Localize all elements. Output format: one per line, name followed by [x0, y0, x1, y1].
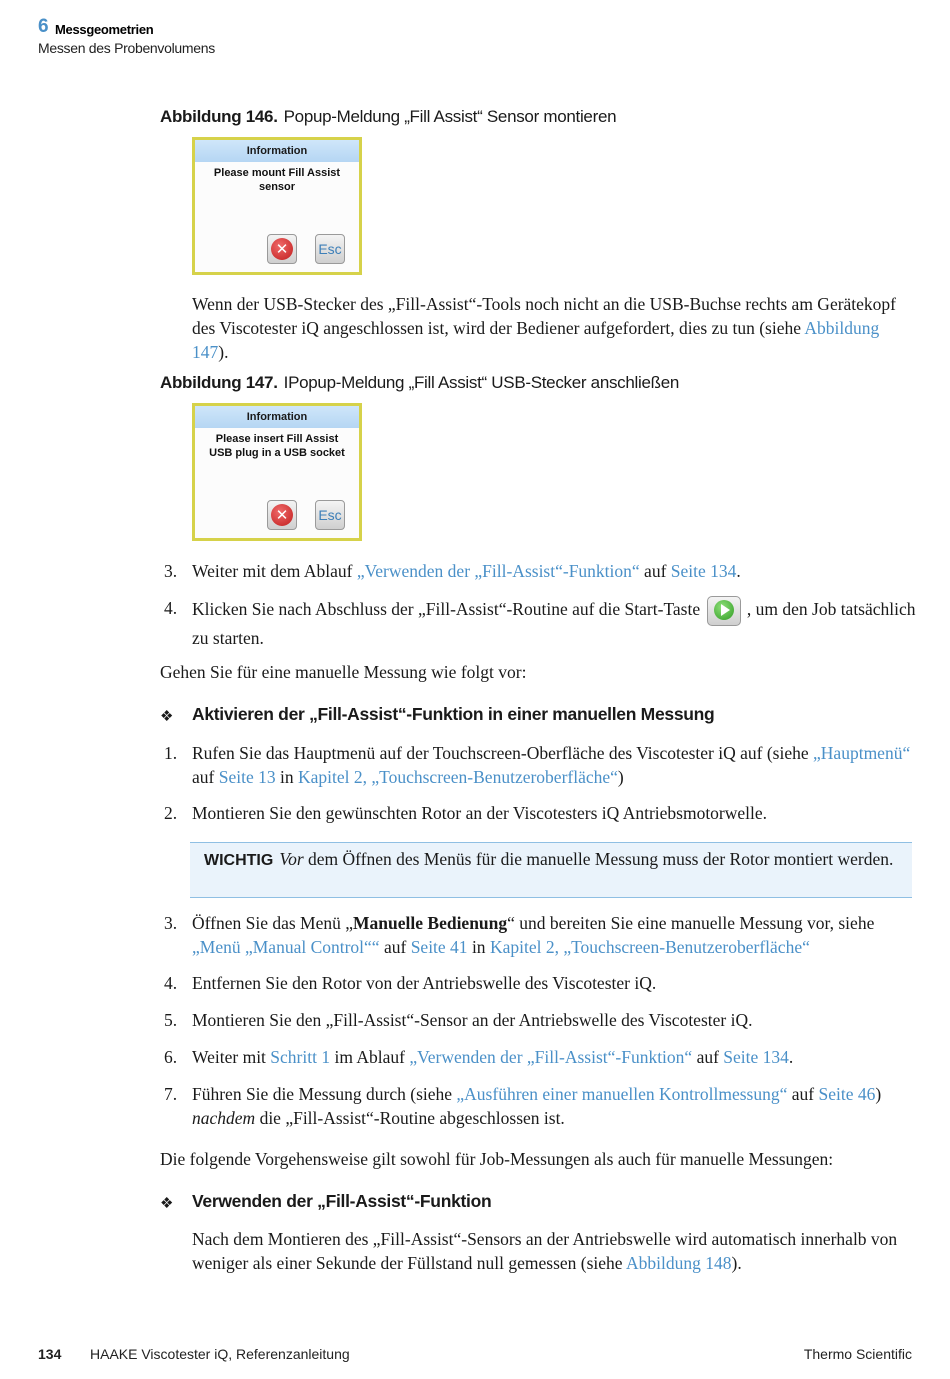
- step-number: 2.: [164, 803, 178, 823]
- step-text: auf: [192, 767, 219, 787]
- step-text: auf: [787, 1084, 819, 1104]
- note-text: dem Öffnen des Menüs für die manuelle Messung muss der Rotor montiert werden.: [303, 849, 894, 869]
- step-text: in: [467, 937, 490, 957]
- popup-dialog-mount-sensor: [192, 137, 362, 275]
- paragraph-tail: ).: [218, 342, 229, 362]
- cancel-button[interactable]: [267, 234, 297, 264]
- list-item: [160, 1045, 920, 1069]
- link-step-1[interactable]: Schritt 1: [270, 1047, 331, 1067]
- step-emphasis: nachdem: [192, 1108, 256, 1128]
- link-abbildung-147[interactable]: Abbildung 147: [192, 318, 880, 362]
- link-chapter[interactable]: Kapitel 2, „Touchscreen-Benutzeroberfläche“: [489, 937, 810, 957]
- figure-title: Popup-Meldung „Fill Assist“ Sensor montieren: [283, 107, 617, 126]
- chapter-number: 6: [38, 16, 49, 37]
- section-heading: Verwenden der „Fill-Assist“-Funktion: [192, 1191, 492, 1211]
- cancel-button[interactable]: [267, 500, 297, 530]
- step-text: .: [788, 1047, 794, 1067]
- step-number: 3.: [164, 913, 178, 933]
- list-item: [160, 1008, 920, 1032]
- link-fill-assist-function[interactable]: „Verwenden der „Fill-Assist“-Funktion“: [356, 561, 640, 581]
- step-number: 4.: [164, 598, 178, 618]
- paragraph-manual: Gehen Sie für eine manuelle Messung wie folgt vor:: [160, 662, 527, 682]
- paragraph-text: Wenn der USB-Stecker des „Fill-Assist“-Tools noch nicht an die USB-Buchse rechts am Gerätekopf des Viscotester iQ angeschlossen ist, wird der Bediener aufgefordert, dies zu tun (siehe: [192, 294, 897, 338]
- step-number: 1.: [164, 743, 178, 763]
- step-number: 7.: [164, 1084, 178, 1104]
- list-item: [160, 1082, 920, 1130]
- popup-title: Information: [195, 140, 359, 162]
- step-text: Rufen Sie das Hauptmenü auf der Touchscreen-Oberfläche des Viscotester iQ auf (siehe: [192, 743, 814, 763]
- popup-dialog-insert-usb: [192, 403, 362, 541]
- list-item: [160, 559, 920, 583]
- cancel-x-icon: ✕: [271, 238, 293, 260]
- section-title: Messen des Probenvolumens: [38, 40, 215, 56]
- important-note: [190, 842, 912, 898]
- section-heading: Aktivieren der „Fill-Assist“-Funktion in einer manuellen Messung: [192, 704, 715, 724]
- step-text: Führen Sie die Messung durch (siehe: [192, 1084, 457, 1104]
- step-text: Montieren Sie den „Fill-Assist“-Sensor an der Antriebswelle des Viscotester iQ.: [192, 1010, 753, 1030]
- figure-label: Abbildung 146.: [160, 107, 278, 126]
- figure-title: IPopup-Meldung „Fill Assist“ USB-Stecker anschließen: [283, 373, 680, 392]
- step-text: ): [617, 767, 624, 787]
- list-item: [160, 911, 920, 959]
- cancel-x-icon: ✕: [271, 504, 293, 526]
- popup-message: Please mount Fill Assist sensor: [213, 167, 341, 193]
- paragraph-general: Die folgende Vorgehensweise gilt sowohl für Job-Messungen als auch für manuelle Messungen:: [160, 1149, 834, 1169]
- link-abbildung-148[interactable]: Abbildung 148: [626, 1253, 732, 1273]
- list-item: [160, 596, 920, 650]
- step-number: 4.: [164, 973, 178, 993]
- esc-label: Esc: [318, 507, 342, 523]
- link-page[interactable]: Seite 134: [670, 561, 737, 581]
- esc-button[interactable]: [315, 500, 345, 530]
- brand-name: Thermo Scientific: [803, 1346, 912, 1362]
- chapter-title: Messgeometrien: [55, 22, 154, 37]
- link-hauptmenu[interactable]: „Hauptmenü“: [813, 743, 911, 763]
- step-text: “ und bereiten Sie eine manuelle Messung vor, siehe: [507, 913, 875, 933]
- step-text: Klicken Sie nach Abschluss der „Fill-Assist“-Routine auf die Start-Taste: [192, 599, 705, 620]
- menu-name: Manuelle Bedienung: [353, 913, 508, 933]
- popup-title: Information: [195, 406, 359, 428]
- paragraph-usb: [192, 292, 914, 364]
- paragraph-text: Nach dem Montieren des „Fill-Assist“-Sensors an der Antriebswelle wird automatisch innerhalb von weniger als einer Sekunde der Füllstand null gemessen (siehe: [192, 1229, 898, 1273]
- step-text: in: [275, 767, 298, 787]
- esc-button[interactable]: [315, 234, 345, 264]
- start-play-icon: [714, 600, 734, 620]
- list-item: [160, 741, 920, 789]
- step-text: auf: [639, 561, 671, 581]
- link-page[interactable]: Seite 41: [410, 937, 468, 957]
- step-text: auf: [692, 1047, 724, 1067]
- step-number: 3.: [164, 561, 178, 581]
- document-title: HAAKE Viscotester iQ, Referenzanleitung: [90, 1346, 350, 1362]
- link-page[interactable]: Seite 46: [818, 1084, 876, 1104]
- esc-label: Esc: [318, 241, 342, 257]
- step-number: 5.: [164, 1010, 178, 1030]
- step-text: Öffnen Sie das Menü „: [192, 913, 354, 933]
- step-text: Weiter mit: [192, 1047, 271, 1067]
- figure-147-caption: [160, 373, 679, 393]
- bullet-diamond-icon: ❖: [160, 709, 174, 725]
- link-chapter[interactable]: Kapitel 2, „Touchscreen-Benutzeroberfläche“: [297, 767, 618, 787]
- link-menu-manual-control[interactable]: „Menü „Manual Control““: [192, 937, 380, 957]
- step-number: 6.: [164, 1047, 178, 1067]
- step-text: .: [736, 561, 741, 581]
- figure-label: Abbildung 147.: [160, 373, 278, 392]
- paragraph-tail: ).: [731, 1253, 742, 1273]
- step-text: Weiter mit dem Ablauf: [192, 561, 357, 581]
- note-label: WICHTIG: [204, 852, 274, 869]
- step-text: im Ablauf: [330, 1047, 410, 1067]
- step-text: Entfernen Sie den Rotor von der Antriebswelle des Viscotester iQ.: [192, 973, 657, 993]
- step-text: Montieren Sie den gewünschten Rotor an der Viscotesters iQ Antriebsmotorwelle.: [192, 803, 768, 823]
- page-number: 134: [38, 1346, 62, 1362]
- step-text: auf: [379, 937, 411, 957]
- start-button[interactable]: [707, 596, 741, 626]
- bullet-diamond-icon: ❖: [160, 1196, 174, 1212]
- paragraph-final: [192, 1227, 914, 1275]
- link-fill-assist-function[interactable]: „Verwenden der „Fill-Assist“-Funktion“: [409, 1047, 693, 1067]
- list-item: [160, 801, 920, 825]
- popup-message: Please insert Fill Assist USB plug in a USB socket: [209, 433, 345, 459]
- note-emphasis: Vor: [279, 849, 304, 869]
- step-text: ): [875, 1084, 882, 1104]
- link-page[interactable]: Seite 134: [723, 1047, 789, 1067]
- figure-146-caption: [160, 107, 616, 127]
- step-text: die „Fill-Assist“-Routine abgeschlossen ist.: [255, 1108, 565, 1128]
- step-text: , um den Job tatsächlich zu starten.: [192, 599, 916, 648]
- link-page[interactable]: Seite 13: [218, 767, 276, 787]
- list-item: [160, 971, 920, 995]
- link-manual-measurement[interactable]: „Ausführen einer manuellen Kontrollmessung“: [456, 1084, 788, 1104]
